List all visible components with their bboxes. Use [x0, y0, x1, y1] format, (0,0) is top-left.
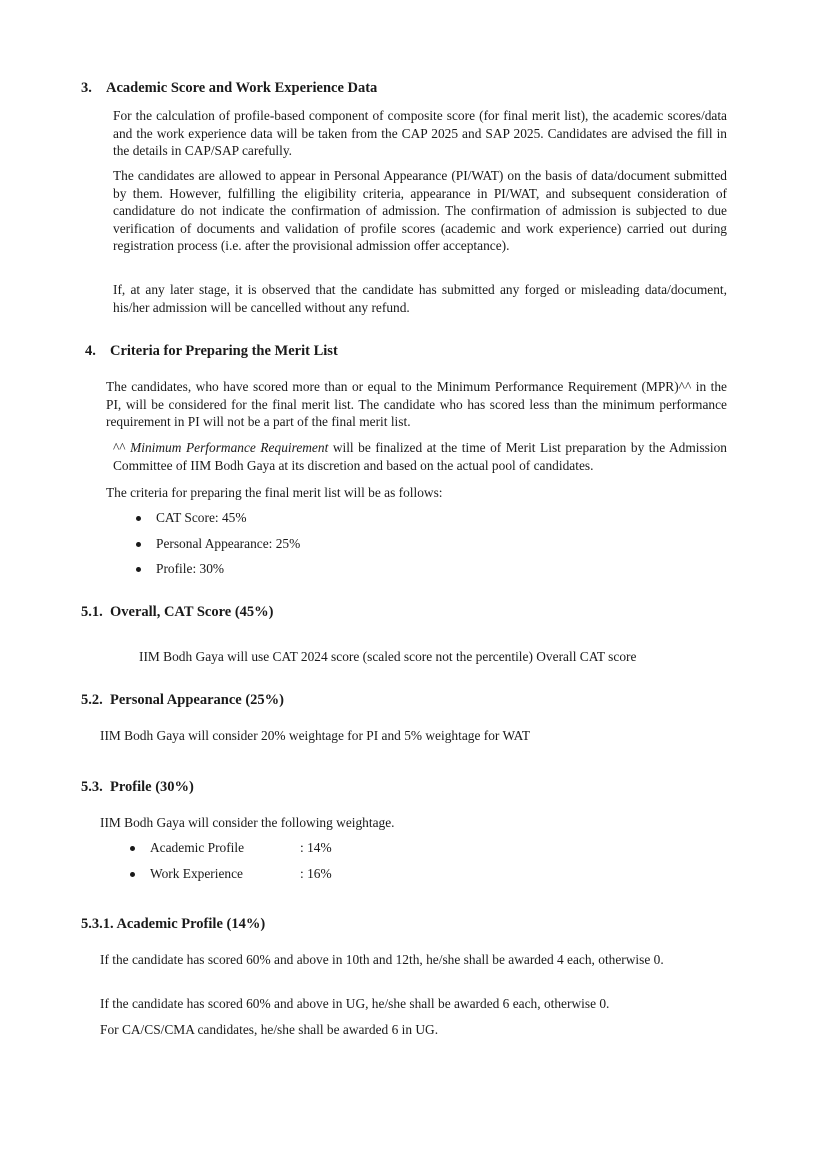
section-3-number: 3.	[81, 80, 92, 96]
section-3-paragraph-3: If, at any later stage, it is observed that the candidate has submitted any forged or misleading data/document, his/her admission will be cancelled without any refund.	[113, 282, 727, 315]
bullet-icon	[136, 567, 141, 572]
weightage-label: Work Experience	[150, 866, 243, 881]
section-5-3-title: 5.3. Profile (30%)	[81, 779, 194, 795]
section-5-2-title: 5.2. Personal Appearance (25%)	[81, 692, 284, 708]
section-5-1-title: 5.1. Overall, CAT Score (45%)	[81, 604, 274, 620]
mpr-note	[113, 439, 727, 474]
bullet-icon	[130, 846, 135, 851]
section-4-title: Criteria for Preparing the Merit List	[110, 343, 338, 359]
list-item	[130, 840, 390, 858]
section-5-3-1-paragraph-1: If the candidate has scored 60% and above in 10th and 12th, he/she shall be awarded 4 each, otherwise 0.	[100, 952, 664, 967]
criteria-intro: The criteria for preparing the final merit list will be as follows:	[106, 485, 443, 500]
list-item	[136, 561, 436, 579]
section-5-3-1-title: 5.3.1. Academic Profile (14%)	[81, 916, 266, 932]
list-item-text: Personal Appearance: 25%	[156, 536, 301, 551]
weightage-value: : 16%	[300, 866, 332, 881]
section-3-paragraph-2: The candidates are allowed to appear in Personal Appearance (PI/WAT) on the basis of data/document submitted by them. However, fulfilling the eligibility criteria, appearance in PI/WAT, and subsequent consideration of candidature do not indicate the confirmation of admission. The confirmation of admission is subjected to due verification of documents and validation of profile scores (academic and work experience) carried out during registration process (i.e. after the provisional admission offer acceptance).	[113, 168, 727, 254]
section-5-1-text: IIM Bodh Gaya will use CAT 2024 score (scaled score not the percentile) Overall CAT score	[139, 649, 637, 664]
section-5-3-1-paragraph-2: If the candidate has scored 60% and above in UG, he/she shall be awarded 6 each, otherwise 0.	[100, 996, 610, 1011]
bullet-icon	[130, 872, 135, 877]
section-5-3-text: IIM Bodh Gaya will consider the following weightage.	[100, 815, 395, 830]
section-4-paragraph: The candidates, who have scored more than or equal to the Minimum Performance Requirement (MPR)^^ in the PI, will be considered for the final merit list. The candidate who has scored less than the minimum performance requirement in PI will not be a part of the final merit list.	[106, 379, 727, 430]
bullet-icon	[136, 516, 141, 521]
list-item	[136, 510, 436, 528]
section-4-number: 4.	[85, 343, 96, 359]
weightage-value: : 14%	[300, 840, 332, 855]
section-3-paragraph-1: For the calculation of profile-based component of composite score (for final merit list), the academic scores/data and the work experience data will be taken from the CAP 2025 and SAP 2025. Candidates are advised the fill in the details in CAP/SAP carefully.	[113, 108, 727, 159]
section-3-title: Academic Score and Work Experience Data	[106, 80, 378, 96]
section-5-3-1-paragraph-3: For CA/CS/CMA candidates, he/she shall be awarded 6 in UG.	[100, 1022, 439, 1037]
list-item	[136, 536, 436, 554]
list-item-text: Profile: 30%	[156, 561, 225, 576]
weightage-label: Academic Profile	[150, 840, 245, 855]
list-item-text: CAT Score: 45%	[156, 510, 247, 525]
list-item	[130, 866, 390, 884]
section-5-2-text: IIM Bodh Gaya will consider 20% weightage for PI and 5% weightage for WAT	[100, 728, 531, 743]
mpr-note-text: will be finalized at the time of Merit List preparation by the Admission Committee of IIM Bodh Gaya at its discretion and based on the actual pool of candidates.	[113, 440, 727, 473]
bullet-icon	[136, 542, 141, 547]
mpr-note-italic: Minimum Performance Requirement	[130, 440, 329, 455]
mpr-note-prefix: ^^	[113, 440, 131, 455]
